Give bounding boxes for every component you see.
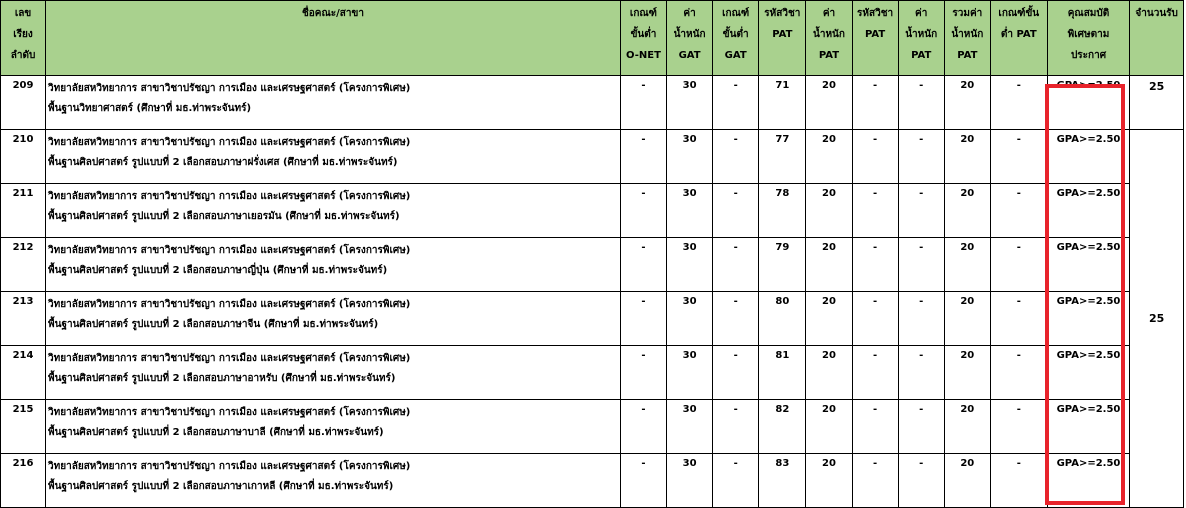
onet-min-cell: - [620, 184, 666, 238]
table-body [1, 76, 1184, 508]
gat-weight-cell: 30 [667, 184, 713, 238]
pat-code-2-cell: - [852, 238, 898, 292]
program-name-line-2: พื้นฐานศิลปศาสตร์ รูปแบบที่ 2 เลือกสอบภาษาเกาหลี (ศึกษาที่ มธ.ท่าพระจันทร์) [48, 481, 394, 492]
program-name-line-1: วิทยาลัยสหวิทยาการ สาขาวิชาปรัชญา การเมือง และเศรษฐศาสตร์ (โครงการพิเศษ) [48, 407, 411, 418]
qualification-cell: GPA>=2.50 [1047, 76, 1130, 130]
pat-code-cell: 78 [759, 184, 806, 238]
pat-code-cell: 80 [759, 292, 806, 346]
program-name-line-2: พื้นฐานศิลปศาสตร์ รูปแบบที่ 2 เลือกสอบภาษาบาลี (ศึกษาที่ มธ.ท่าพระจันทร์) [48, 427, 384, 438]
pat-code-2-cell: - [852, 130, 898, 184]
pat-weight-2-cell: - [898, 238, 944, 292]
header-quota: จำนวนรับ [1130, 1, 1184, 76]
gat-weight-cell: 30 [667, 346, 713, 400]
program-name-line-2: พื้นฐานศิลปศาสตร์ รูปแบบที่ 2 เลือกสอบภาษาฝรั่งเศส (ศึกษาที่ มธ.ท่าพระจันทร์) [48, 157, 398, 168]
pat-code-cell: 71 [759, 76, 806, 130]
pat-weight-cell: 20 [806, 238, 852, 292]
pat-code-cell: 82 [759, 400, 806, 454]
program-name [46, 130, 621, 184]
row-number: 214 [1, 346, 46, 400]
program-name [46, 400, 621, 454]
program-name-line-1: วิทยาลัยสหวิทยาการ สาขาวิชาปรัชญา การเมือง และเศรษฐศาสตร์ (โครงการพิเศษ) [48, 245, 411, 256]
table-row [1, 400, 1184, 454]
qualification-cell: GPA>=2.50 [1047, 238, 1130, 292]
header-gat-min: เกณฑ์ ขั้นต่ำ GAT [713, 1, 759, 76]
gat-weight-cell: 30 [667, 76, 713, 130]
total-weight-cell: 20 [944, 454, 990, 508]
row-number: 209 [1, 76, 46, 130]
pat-min-cell: - [990, 184, 1047, 238]
gat-min-cell: - [713, 454, 759, 508]
table-row [1, 454, 1184, 508]
pat-weight-2-cell: - [898, 346, 944, 400]
onet-min-cell: - [620, 400, 666, 454]
row-number: 213 [1, 292, 46, 346]
onet-min-cell: - [620, 454, 666, 508]
pat-min-cell: - [990, 400, 1047, 454]
row-number: 216 [1, 454, 46, 508]
program-name-line-1: วิทยาลัยสหวิทยาการ สาขาวิชาปรัชญา การเมือง และเศรษฐศาสตร์ (โครงการพิเศษ) [48, 299, 411, 310]
pat-code-cell: 81 [759, 346, 806, 400]
gat-min-cell: - [713, 292, 759, 346]
header-program-name: ชื่อคณะ/สาขา [46, 1, 621, 76]
program-name-line-1: วิทยาลัยสหวิทยาการ สาขาวิชาปรัชญา การเมือง และเศรษฐศาสตร์ (โครงการพิเศษ) [48, 191, 411, 202]
qualification-cell: GPA>=2.50 [1047, 184, 1130, 238]
program-name-line-1: วิทยาลัยสหวิทยาการ สาขาวิชาปรัชญา การเมือง และเศรษฐศาสตร์ (โครงการพิเศษ) [48, 83, 411, 94]
header-qualification: คุณสมบัติ พิเศษตาม ประกาศ [1047, 1, 1130, 76]
pat-weight-cell: 20 [806, 346, 852, 400]
pat-min-cell: - [990, 454, 1047, 508]
onet-min-cell: - [620, 346, 666, 400]
pat-code-2-cell: - [852, 184, 898, 238]
total-weight-cell: 20 [944, 238, 990, 292]
program-name-line-1: วิทยาลัยสหวิทยาการ สาขาวิชาปรัชญา การเมือง และเศรษฐศาสตร์ (โครงการพิเศษ) [48, 353, 411, 364]
gat-min-cell: - [713, 184, 759, 238]
total-weight-cell: 20 [944, 400, 990, 454]
pat-code-2-cell: - [852, 76, 898, 130]
header-gat-weight: ค่า น้ำหนัก GAT [667, 1, 713, 76]
header-pat-weight-2: ค่า น้ำหนัก PAT [898, 1, 944, 76]
program-name-line-2: พื้นฐานศิลปศาสตร์ รูปแบบที่ 2 เลือกสอบภาษาจีน (ศึกษาที่ มธ.ท่าพระจันทร์) [48, 319, 379, 330]
row-number: 210 [1, 130, 46, 184]
pat-weight-cell: 20 [806, 130, 852, 184]
pat-code-2-cell: - [852, 292, 898, 346]
gat-min-cell: - [713, 400, 759, 454]
table-row [1, 238, 1184, 292]
qualification-cell: GPA>=2.50 [1047, 130, 1130, 184]
program-name [46, 346, 621, 400]
program-name-line-2: พื้นฐานวิทยาศาสตร์ (ศึกษาที่ มธ.ท่าพระจันทร์) [48, 103, 252, 114]
pat-weight-cell: 20 [806, 292, 852, 346]
qualification-cell: GPA>=2.50 [1047, 400, 1130, 454]
pat-code-cell: 83 [759, 454, 806, 508]
table-header [1, 1, 1184, 76]
quota-merged-cell: 25 [1130, 130, 1184, 508]
pat-min-cell: - [990, 238, 1047, 292]
gat-min-cell: - [713, 130, 759, 184]
onet-min-cell: - [620, 130, 666, 184]
program-name-line-1: วิทยาลัยสหวิทยาการ สาขาวิชาปรัชญา การเมือง และเศรษฐศาสตร์ (โครงการพิเศษ) [48, 461, 411, 472]
gat-weight-cell: 30 [667, 238, 713, 292]
total-weight-cell: 20 [944, 76, 990, 130]
table-row [1, 130, 1184, 184]
header-seq: เลข เรียง ลำดับ [1, 1, 46, 76]
gat-min-cell: - [713, 76, 759, 130]
qualification-cell: GPA>=2.50 [1047, 292, 1130, 346]
table-row [1, 292, 1184, 346]
qualification-cell: GPA>=2.50 [1047, 454, 1130, 508]
header-row [1, 1, 1184, 76]
table-row [1, 184, 1184, 238]
pat-code-cell: 77 [759, 130, 806, 184]
row-number: 212 [1, 238, 46, 292]
gat-weight-cell: 30 [667, 400, 713, 454]
pat-code-2-cell: - [852, 346, 898, 400]
pat-weight-2-cell: - [898, 76, 944, 130]
total-weight-cell: 20 [944, 130, 990, 184]
pat-weight-2-cell: - [898, 454, 944, 508]
header-total-weight: รวมค่า น้ำหนัก PAT [944, 1, 990, 76]
table-row [1, 346, 1184, 400]
pat-weight-cell: 20 [806, 184, 852, 238]
pat-weight-2-cell: - [898, 400, 944, 454]
pat-weight-2-cell: - [898, 184, 944, 238]
gat-weight-cell: 30 [667, 454, 713, 508]
program-name [46, 76, 621, 130]
header-pat-weight: ค่า น้ำหนัก PAT [806, 1, 852, 76]
header-pat-code-2: รหัสวิชา PAT [852, 1, 898, 76]
onet-min-cell: - [620, 76, 666, 130]
program-name-line-1: วิทยาลัยสหวิทยาการ สาขาวิชาปรัชญา การเมือง และเศรษฐศาสตร์ (โครงการพิเศษ) [48, 137, 411, 148]
pat-code-2-cell: - [852, 454, 898, 508]
pat-min-cell: - [990, 292, 1047, 346]
onet-min-cell: - [620, 238, 666, 292]
onet-min-cell: - [620, 292, 666, 346]
row-number: 215 [1, 400, 46, 454]
pat-code-2-cell: - [852, 400, 898, 454]
program-name-line-2: พื้นฐานศิลปศาสตร์ รูปแบบที่ 2 เลือกสอบภาษาญี่ปุ่น (ศึกษาที่ มธ.ท่าพระจันทร์) [48, 265, 388, 276]
gat-min-cell: - [713, 346, 759, 400]
header-pat-min: เกณฑ์ขั้น ต่ำ PAT [990, 1, 1047, 76]
total-weight-cell: 20 [944, 184, 990, 238]
program-name-line-2: พื้นฐานศิลปศาสตร์ รูปแบบที่ 2 เลือกสอบภาษาอาหรับ (ศึกษาที่ มธ.ท่าพระจันทร์) [48, 373, 396, 384]
header-onet-min: เกณฑ์ ขั้นต่ำ O-NET [620, 1, 666, 76]
pat-weight-cell: 20 [806, 400, 852, 454]
header-pat-code: รหัสวิชา PAT [759, 1, 806, 76]
program-name [46, 292, 621, 346]
pat-weight-2-cell: - [898, 292, 944, 346]
total-weight-cell: 20 [944, 346, 990, 400]
program-name [46, 454, 621, 508]
row-number: 211 [1, 184, 46, 238]
pat-min-cell: - [990, 130, 1047, 184]
total-weight-cell: 20 [944, 292, 990, 346]
table-row [1, 76, 1184, 130]
pat-weight-cell: 20 [806, 454, 852, 508]
pat-weight-2-cell: - [898, 130, 944, 184]
gat-weight-cell: 30 [667, 130, 713, 184]
pat-min-cell: - [990, 76, 1047, 130]
qualification-cell: GPA>=2.50 [1047, 346, 1130, 400]
pat-code-cell: 79 [759, 238, 806, 292]
gat-weight-cell: 30 [667, 292, 713, 346]
pat-min-cell: - [990, 346, 1047, 400]
quota-cell: 25 [1130, 76, 1184, 130]
program-name [46, 184, 621, 238]
program-name-line-2: พื้นฐานศิลปศาสตร์ รูปแบบที่ 2 เลือกสอบภาษาเยอรมัน (ศึกษาที่ มธ.ท่าพระจันทร์) [48, 211, 400, 222]
pat-weight-cell: 20 [806, 76, 852, 130]
gat-min-cell: - [713, 238, 759, 292]
program-name [46, 238, 621, 292]
